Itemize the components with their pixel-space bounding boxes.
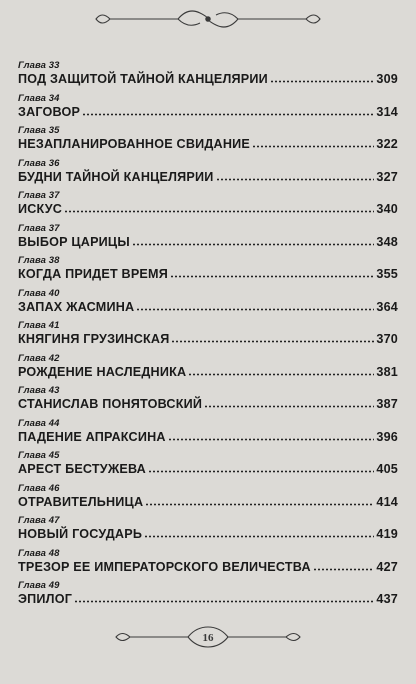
toc-line: [18, 526, 398, 541]
chapter-label: Глава 48: [18, 547, 60, 559]
dot-leader: [82, 104, 374, 116]
toc-entry[interactable]: [18, 158, 398, 191]
bottom-ornament: [0, 624, 416, 654]
chapter-label: Глава 35: [18, 125, 60, 136]
toc-entry[interactable]: [18, 483, 398, 516]
dot-leader: [170, 266, 374, 278]
chapter-title: ЭПИЛОГ: [18, 592, 73, 606]
toc-line: [18, 136, 398, 151]
toc-entry[interactable]: [18, 385, 398, 418]
chapter-title: ПОД ЗАЩИТОЙ ТАЙНОЙ КАНЦЕЛЯРИИ: [18, 72, 268, 86]
chapter-label: Глава 47: [18, 515, 60, 526]
toc-entry[interactable]: [18, 93, 398, 126]
dot-leader: [270, 71, 374, 83]
chapter-label: Глава 49: [18, 580, 60, 591]
chapter-label: Глава 42: [18, 352, 60, 364]
chapter-label: Глава 45: [18, 450, 60, 461]
dot-leader: [168, 429, 374, 441]
dot-leader: [188, 364, 374, 376]
page-ref: 322: [376, 137, 398, 151]
toc-entry[interactable]: [18, 60, 398, 93]
chapter-label: Глава 34: [18, 92, 60, 104]
toc-entry[interactable]: [18, 418, 398, 451]
toc-line: [18, 169, 398, 184]
page-ref: 370: [376, 332, 398, 346]
toc-line: [18, 396, 398, 411]
chapter-label: Глава 43: [18, 385, 60, 396]
toc-line: [18, 591, 398, 606]
toc-line: [18, 104, 398, 119]
top-ornament: [0, 4, 416, 34]
toc-line: [18, 331, 398, 346]
dot-leader: [64, 201, 374, 213]
dot-leader: [148, 461, 374, 473]
chapter-title: КНЯГИНЯ ГРУЗИНСКАЯ: [18, 332, 170, 346]
page-ref: 364: [376, 299, 398, 314]
toc-entry[interactable]: [18, 190, 398, 223]
toc-line: [18, 429, 398, 444]
chapter-title: ВЫБОР ЦАРИЦЫ: [18, 234, 130, 249]
dot-leader: [313, 559, 374, 571]
toc-entry[interactable]: [18, 320, 398, 353]
toc-entry[interactable]: [18, 288, 398, 321]
toc-entry[interactable]: [18, 450, 398, 483]
chapter-label: Глава 46: [18, 482, 60, 494]
chapter-label: Глава 44: [18, 417, 60, 429]
chapter-title: НЕЗАПЛАНИРОВАННОЕ СВИДАНИЕ: [18, 137, 250, 151]
chapter-title: ЗАГОВОР: [18, 104, 81, 119]
page-ref: 355: [376, 267, 398, 281]
chapter-label: Глава 40: [18, 287, 60, 299]
dot-leader: [74, 591, 374, 603]
chapter-title: НОВЫЙ ГОСУДАРЬ: [18, 527, 143, 541]
page-ref: 348: [376, 234, 398, 249]
page-ref: 340: [376, 202, 398, 216]
toc-entry[interactable]: [18, 548, 398, 581]
chapter-title: БУДНИ ТАЙНОЙ КАНЦЕЛЯРИИ: [18, 169, 214, 184]
page-ref: 427: [376, 559, 398, 574]
chapter-title: ИСКУС: [18, 202, 63, 216]
chapter-label: Глава 36: [18, 157, 60, 169]
chapter-title: ЗАПАХ ЖАСМИНА: [18, 299, 135, 314]
chapter-label: Глава 38: [18, 255, 60, 266]
toc-line: [18, 461, 398, 476]
dot-leader: [252, 136, 374, 148]
toc-line: [18, 364, 398, 379]
toc-line: [18, 299, 398, 314]
chapter-label: Глава 41: [18, 320, 60, 331]
chapter-title: СТАНИСЛАВ ПОНЯТОВСКИЙ: [18, 397, 203, 411]
chapter-label: Глава 33: [18, 60, 60, 71]
table-of-contents: [18, 60, 398, 613]
chapter-label: Глава 37: [18, 190, 60, 201]
dot-leader: [132, 234, 374, 246]
chapter-title: ПАДЕНИЕ АПРАКСИНА: [18, 429, 166, 444]
toc-entry[interactable]: [18, 353, 398, 386]
toc-entry[interactable]: [18, 125, 398, 158]
toc-entry[interactable]: [18, 255, 398, 288]
page-ref: 414: [376, 494, 398, 509]
chapter-title: ТРЕЗОР ЕЕ ИМПЕРАТОРСКОГО ВЕЛИЧЕСТВА: [18, 559, 311, 574]
page-ref: 309: [376, 72, 398, 86]
toc-entry[interactable]: [18, 580, 398, 613]
page-ref: 405: [376, 462, 398, 476]
toc-entry[interactable]: [18, 515, 398, 548]
dot-leader: [145, 494, 374, 506]
toc-line: [18, 494, 398, 509]
page-ref: 314: [376, 104, 398, 119]
toc-line: [18, 266, 398, 281]
page-ref: 396: [376, 429, 398, 444]
page-number: 16: [202, 632, 214, 644]
dot-leader: [204, 396, 374, 408]
chapter-title: РОЖДЕНИЕ НАСЛЕДНИКА: [18, 364, 187, 379]
dot-leader: [216, 169, 374, 181]
toc-line: [18, 234, 398, 249]
page-ref: 419: [376, 527, 398, 541]
page-ref: 387: [376, 397, 398, 411]
toc-line: [18, 559, 398, 574]
page-ref: 437: [376, 592, 398, 606]
page-ref: 381: [376, 364, 398, 379]
chapter-title: КОГДА ПРИДЕТ ВРЕМЯ: [18, 267, 168, 281]
toc-entry[interactable]: [18, 223, 398, 256]
dot-leader: [136, 299, 374, 311]
chapter-title: АРЕСТ БЕСТУЖЕВА: [18, 462, 146, 476]
chapter-label: Глава 37: [18, 222, 60, 234]
dot-leader: [171, 331, 374, 343]
page-ref: 327: [376, 169, 398, 184]
chapter-title: ОТРАВИТЕЛЬНИЦА: [18, 494, 144, 509]
toc-line: [18, 201, 398, 216]
dot-leader: [144, 526, 374, 538]
toc-line: [18, 71, 398, 86]
